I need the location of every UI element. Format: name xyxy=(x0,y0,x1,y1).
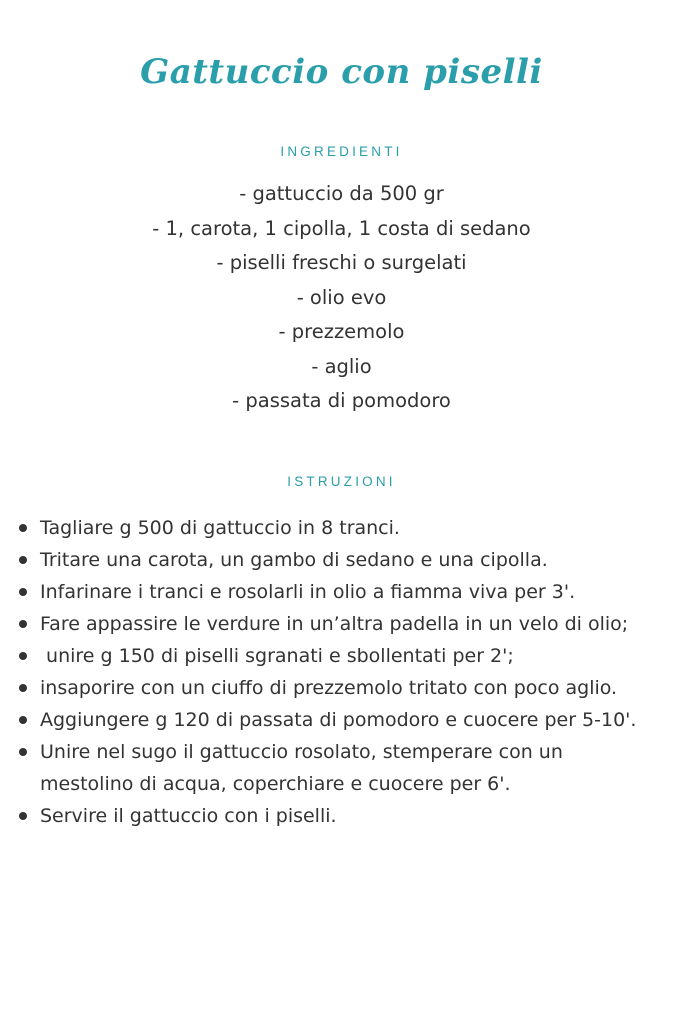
bullet-icon xyxy=(19,748,27,756)
ingredients-heading: INGREDIENTI xyxy=(280,144,403,159)
instruction-text: Tritare una carota, un gambo di sedano e una cipolla. xyxy=(40,549,548,571)
ingredients-list xyxy=(0,177,683,419)
instruction-step xyxy=(18,544,661,576)
bullet-icon xyxy=(19,812,27,820)
instruction-text: Infarinare i tranci e rosolarli in olio a fiamma viva per 3'. xyxy=(40,581,576,603)
instruction-step xyxy=(18,608,661,640)
instruction-text: Tagliare g 500 di gattuccio in 8 tranci. xyxy=(40,517,400,539)
bullet-icon xyxy=(19,684,27,692)
ingredient-item: - prezzemolo xyxy=(278,320,405,343)
instruction-step xyxy=(18,576,661,608)
instruction-step xyxy=(18,736,661,800)
bullet-icon xyxy=(19,556,27,564)
instruction-text: unire g 150 di piselli sgranati e sbollentati per 2'; xyxy=(40,645,514,667)
ingredient-item: - passata di pomodoro xyxy=(232,389,451,412)
ingredient-item: - aglio xyxy=(311,354,372,378)
instruction-text: Aggiungere g 120 di passata di pomodoro e cuocere per 5-10'. xyxy=(40,709,637,731)
instruction-step xyxy=(18,800,661,832)
instruction-step xyxy=(18,672,661,704)
bullet-icon xyxy=(19,620,27,628)
instruction-text: Unire nel sugo il gattuccio rosolato, stemperare con un mestolino di acqua, coperchiare e cuocere per 6'. xyxy=(40,741,569,795)
instruction-text: Fare appassire le verdure in un’altra padella in un velo di olio; xyxy=(40,613,629,635)
bullet-icon xyxy=(19,524,27,532)
instructions-heading: ISTRUZIONI xyxy=(287,474,396,489)
instruction-step xyxy=(18,704,661,736)
instruction-text: insaporire con un ciuffo di prezzemolo tritato con poco aglio. xyxy=(40,677,618,699)
bullet-icon xyxy=(19,588,27,596)
ingredient-item: - gattuccio da 500 gr xyxy=(239,182,444,205)
instruction-step xyxy=(18,640,661,672)
instruction-step xyxy=(18,512,661,544)
instruction-text: Servire il gattuccio con i piselli. xyxy=(40,805,337,827)
instructions-list xyxy=(18,512,661,832)
ingredient-item: - olio evo xyxy=(296,285,387,309)
ingredient-item: - 1, carota, 1 cipolla, 1 costa di sedano xyxy=(152,216,531,240)
bullet-icon xyxy=(19,716,27,724)
recipe-title: Gattuccio con piselli xyxy=(140,52,543,92)
ingredient-item: - piselli freschi o surgelati xyxy=(216,251,467,274)
bullet-icon xyxy=(19,652,27,660)
